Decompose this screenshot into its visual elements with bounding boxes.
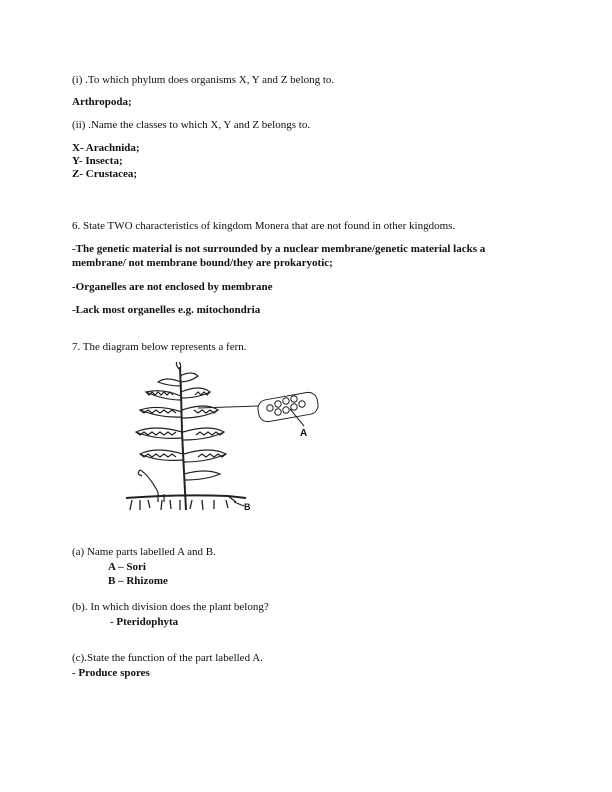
q6-answer-2: -Organelles are not enclosed by membrane — [72, 281, 273, 293]
q7-question: 7. The diagram below represents a fern. — [72, 341, 247, 353]
q7-c-answer: - Produce spores — [72, 667, 150, 679]
q-ii-answer-x: X- Arachnida; — [72, 142, 140, 154]
q-i-question: (i) .To which phylum does organisms X, Y and Z belong to. — [72, 74, 335, 86]
q6-answer-3: -Lack most organelles e.g. mitochondria — [72, 304, 261, 316]
q-ii-answer-y: Y- Insecta; — [72, 155, 123, 167]
q6-answer-1-line-1: -The genetic material is not surrounded by a nuclear membrane/genetic material lacks a — [72, 243, 486, 255]
label-b: B — [244, 502, 251, 512]
q7-a-question: (a) Name parts labelled A and B. — [72, 546, 216, 558]
sorus-pointer — [198, 391, 319, 506]
q7-c-question: (c).State the function of the part labelled A. — [72, 652, 263, 664]
q7-b-question: (b). In which division does the plant belong? — [72, 601, 269, 613]
q-ii-answer-z: Z- Crustacea; — [72, 168, 138, 180]
q6-answer-1-line-2: membrane/ not membrane bound/they are prokaryotic; — [72, 257, 333, 269]
fern-frond — [136, 362, 226, 510]
q7-a-answer-b: B – Rhizome — [108, 575, 168, 587]
q7-a-answer-a: A – Sori — [108, 561, 146, 573]
fern-diagram — [118, 362, 338, 517]
q6-question: 6. State TWO characteristics of kingdom Monera that are not found in other kingdoms. — [72, 220, 456, 232]
label-a: A — [300, 428, 308, 439]
q-ii-question: (ii) .Name the classes to which X, Y and Z belongs to. — [72, 119, 311, 131]
q7-b-answer: - Pteridophyta — [110, 616, 179, 628]
q-i-answer: Arthropoda; — [72, 96, 132, 108]
